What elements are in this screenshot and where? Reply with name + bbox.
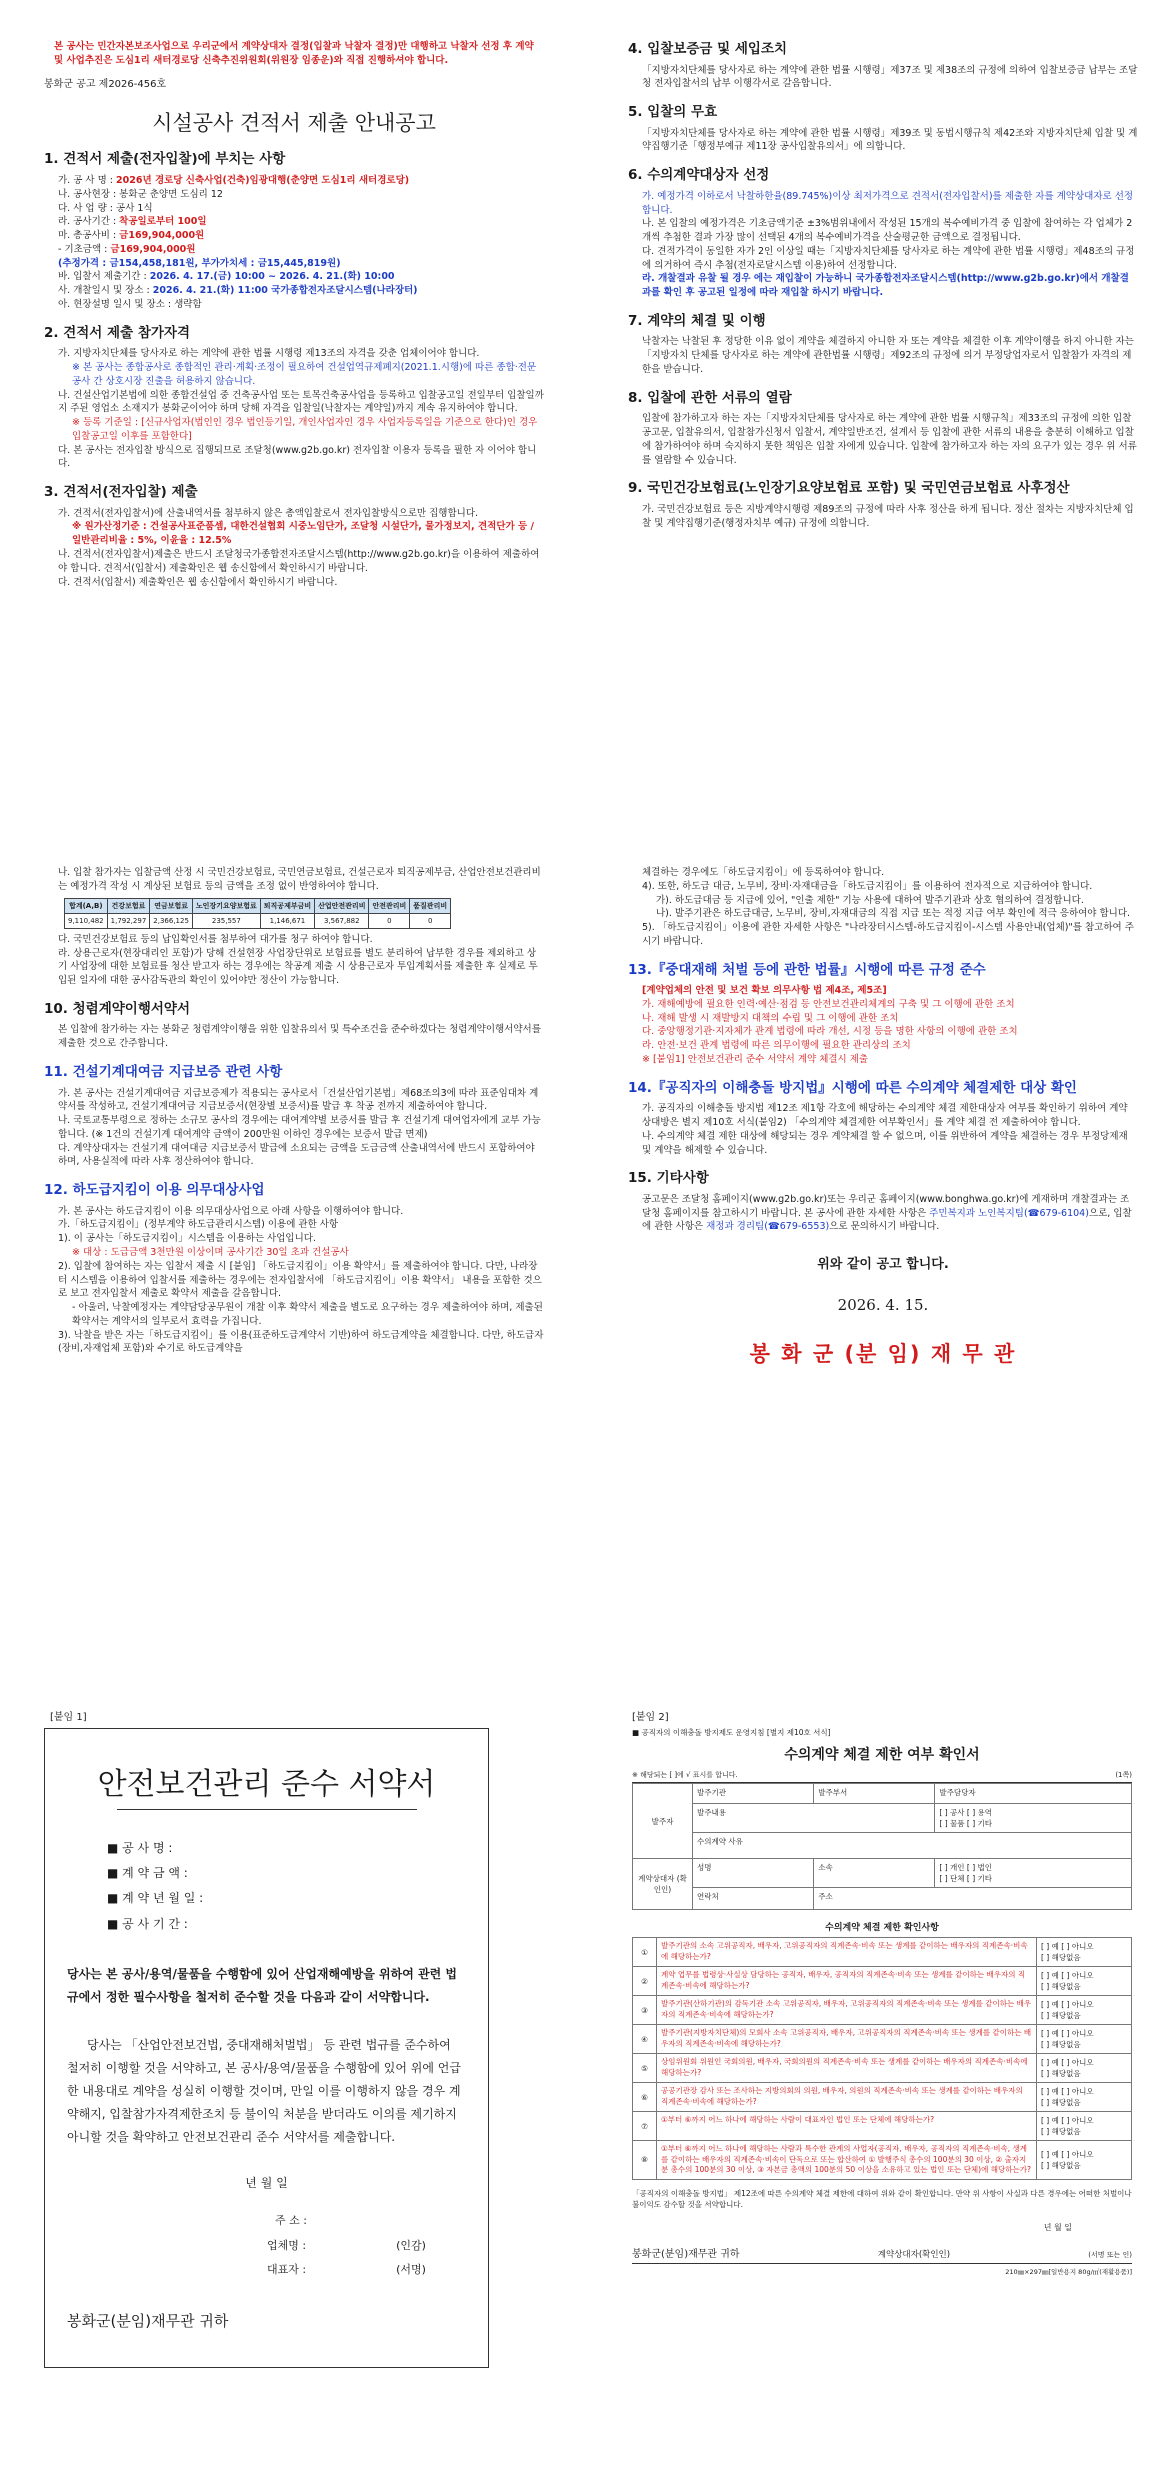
client-type	[935, 1804, 1132, 1833]
check-number: ⑦	[633, 2112, 657, 2141]
check-options	[1037, 2112, 1132, 2141]
check-options	[1037, 1938, 1132, 1967]
s12-note: ※ 대상 : 도급금액 3천만원 이상이며 공사기간 30일 초과 건설공사	[72, 1246, 349, 1258]
section13-heading: 13.『중대재해 처벌 등에 관한 법률』시행에 따른 규정 준수	[628, 961, 986, 978]
type-opt1[interactable]: [ ] 공사 [ ] 용역	[939, 1808, 993, 1817]
rep-label: 대표자 :	[267, 2262, 307, 2276]
s1-item-label: (추정가격 : 금154,458,181원, 부가가치세 : 금15,445,819원)	[58, 257, 341, 269]
att1-p1: 당사는 본 공사/용역/물품을 수행함에 있어 산업재해예방을 위하여 관련 법규에서 정한 필수사항을 철저히 준수할 것을 다음과 같이 서약합니다.	[67, 1966, 457, 2004]
ins-value-cell: 0	[410, 913, 451, 928]
att2-title: 수의계약 체결 제한 여부 확인서	[784, 1747, 980, 1763]
ctype-opt1[interactable]: [ ] 개인 [ ] 법인	[939, 1863, 993, 1872]
check-question: 공공기관장 감사 또는 조사하는 지방의회의 의원, 배우자, 의원의 직계존속·비속 또는 생계를 같이하는 배우자의 직계존속·비속에 해당하는가?	[657, 2083, 1037, 2112]
s15-t3: 으로, 입찰에 관한 사항은	[642, 1207, 1132, 1233]
ins-value-cell: 9,110,482	[65, 913, 108, 928]
s2-c: 다. 본 공사는 전자입찰 방식으로 집행되므로 조달청(www.g2b.go.kr) 전자입찰 이용자 등록을 필한 자 이어야 합니다.	[58, 444, 537, 470]
paper-spec: 210㎜×297㎜[일반용지 80g/㎡(재활용품)]	[1005, 2268, 1132, 2276]
addr-label: 주 소 :	[275, 2214, 307, 2228]
section5-heading: 5. 입찰의 무효	[628, 104, 718, 121]
company-label: 업체명 :	[267, 2238, 307, 2252]
sign-label: (서명)	[396, 2262, 426, 2276]
s1-item-label: - 기초금액 :	[58, 243, 111, 255]
page2-right	[628, 866, 1138, 1626]
closing-text: 위와 같이 공고 합니다.	[817, 1257, 949, 1273]
s12-3: 3). 낙찰을 받은 자는「하도급지킴이」를 이용(표준하도급계약서 기반)하여 하도급계약을 체결합니다. 다만, 하도급자(장비,자재업체 포함)와 수기로 하도급계약을	[58, 1329, 544, 1355]
ins-header-cell: 건강보험료	[107, 898, 150, 913]
check-number: ⑥	[633, 2083, 657, 2112]
s1-item-value: 착공일로부터 100일	[119, 216, 207, 228]
ins-value-cell: 3,567,882	[315, 913, 369, 928]
s4-text: 「지방자치단체를 당사자로 하는 계약에 관한 법률 시행령」제37조 및 제38조의 규정에 의하여 입찰보증금 납부는 조달청 전자입찰서의 납부 이행각서로 갈음합니다.	[642, 64, 1138, 90]
att1-field: ■ 공 사 기 간 :	[107, 1916, 188, 1931]
attachment1	[44, 1728, 489, 2368]
s6-a: 가. 예정가격 이하로서 낙찰하한율(89.745%)이상 최저가격으로 견적서(전자입찰서)를 제출한 자를 계약상대자로 선정합니다.	[642, 190, 1134, 216]
check-options	[1037, 1996, 1132, 2025]
check-options	[1037, 2025, 1132, 2054]
attachment1-tag: [붙임 1]	[50, 1712, 87, 1723]
s1-item-value: 2026. 4. 17.(금) 10:00 ~ 2026. 4. 21.(화) 10:00	[149, 271, 395, 283]
check-row	[633, 2141, 1132, 2180]
s1-item-label: 라. 공사기간 :	[58, 216, 120, 228]
yes-no-checkbox[interactable]: [ ] 예 [ ] 아니오	[1041, 2000, 1094, 2009]
contractor-label: 계약상대자 (확인인)	[633, 1859, 693, 1910]
s12-1: 1). 이 공사는「하도급지킴이」시스템을 이용하는 사업입니다.	[58, 1233, 316, 1245]
not-applicable-checkbox[interactable]: [ ] 해당없음	[1041, 2011, 1081, 2020]
ins-value-cell: 1,146,671	[260, 913, 314, 928]
check-table	[632, 1937, 1132, 2180]
att2-note: ※ 해당되는 [ ]에 √ 표시를 합니다.	[632, 1771, 738, 1779]
att2-date: 년 월 일	[1043, 2223, 1072, 2232]
s6-c: 다. 견적가격이 동일한 자가 2인 이상일 때는「지방자치단체를 당사자로 하는 계약에 관한 법률 시행령」제48조의 규정에 의거하여 즉시 추첨(전자로달시스템 이용)하여 선정합니다.	[642, 245, 1135, 271]
att1-date: 년 월 일	[245, 2176, 288, 2191]
ins-value-cell: 0	[369, 913, 410, 928]
s1-item-label: 다. 사 업 량 : 공사 1식	[58, 202, 153, 214]
att2-tag: [붙임 2]	[632, 1712, 669, 1723]
s1-item-label: 바. 입찰서 제출기간 :	[58, 271, 150, 283]
s13-sub: [계약업체의 안전 및 보건 확보 의무사항 법 제4조, 제5조]	[642, 985, 887, 997]
contractor-name: 성명	[693, 1859, 814, 1888]
s2-note2: ※ 등록 기준일 : [신규사업자(법인인 경우 법인등기일, 개인사업자인 경우 사업자등록일을 기준으로 한다)인 경우 입찰공고일 이후를 포함한다]	[72, 417, 538, 442]
check-number: ④	[633, 2025, 657, 2054]
att1-sign	[267, 2209, 466, 2282]
s2-b: 나. 건설산업기본법에 의한 종합건설업 중 건축공사업 또는 토목건축공사업을 등록하고 입찰공고일 전일부터 입찰일까지 주된 영업소 소재지가 봉화군이어야 하며 당해 자격을 입찰일(낙찰자는 계약일)까지 계속 유지하여야 합니다.	[58, 389, 544, 415]
s3-note: ※ 원가산정기준 : 건설공사표준품셈, 대한건설협회 시중노임단가, 조달청 시설단가, 물가정보지, 견적단가 등 / 일반관리비율 : 5%, 이윤율 : 12.5%	[72, 521, 534, 547]
s13-item: 다. 중앙행정기관·지자체가 관계 법령에 따라 개선, 시정 등을 명한 사항의 이행에 관한 조치	[642, 1026, 1018, 1038]
s11-b: 나. 국토교통부령으로 정하는 소규모 공사의 경우에는 대여계약별 보증서를 발급 후 건설기계 대여업자에게 교부 가능합니다. (※ 1건의 건설기계 대여계약 금액이 200만원 이하인 경우에는 보증서 발급 면제)	[58, 1115, 541, 1140]
s1-item	[58, 298, 544, 312]
check-question: 발주기관의 소속 고위공직자, 배우자, 고위공직자의 직계존속·비속 또는 생계를 같이하는 배우자의 직계존속·비속에 해당하는가?	[657, 1938, 1037, 1967]
insurance-table	[64, 898, 451, 929]
att2-footer: 「공직자의 이해충돌 방지법」 제12조에 따른 수의계약 체결 제한에 대하여 위와 같이 확인합니다. 만약 위 사항이 사실과 다른 경우에는 어떠한 처벌이나 불이익도 감수할 것을 서약합니다.	[632, 2188, 1132, 2209]
not-applicable-checkbox[interactable]: [ ] 해당없음	[1041, 2127, 1081, 2136]
client-reason: 수의계약 사유	[693, 1833, 1132, 1859]
s1-item-label: 나. 공사현장 : 봉화군 춘양면 도심리 12	[58, 188, 223, 200]
s1-item	[58, 270, 544, 284]
page1-right	[628, 40, 1138, 840]
s12-2: 2). 입찰에 참여하는 자는 입찰서 제출 시 [붙임] 「하도급지킴이」이용 확약서」를 제출하여야 합니다. 다만, 나라장터 시스템을 이용하여 입찰서를 제출하는 경우에는 전자입찰서에 「하도급지킴이」이용 확약서」 내용을 포함한 것으로 보고 전자입찰서 제출로 확약서 제출을 갈음합니다.	[58, 1260, 542, 1300]
ins-header-cell: 산업안전관리비	[315, 898, 369, 913]
check-number: ⑤	[633, 2054, 657, 2083]
client-agency: 발주기관	[693, 1784, 814, 1804]
att2-page: (1쪽)	[1115, 1771, 1132, 1779]
s15-text	[628, 1193, 1138, 1234]
s1-item-value: 2026년 경로당 신축사업(건축)임광대행(춘양면 도심1리 새터경로당)	[116, 175, 410, 187]
announcement-number: 봉화군 공고 제2026-456호	[44, 78, 167, 90]
check-options	[1037, 2083, 1132, 2112]
s15-contact2: 재정과 경리팀(☎679-6553)	[706, 1221, 830, 1233]
not-applicable-checkbox[interactable]: [ ] 해당없음	[1041, 2040, 1081, 2049]
check-question: ①부터 ⑥까지 어느 하나에 해당하는 사람과 특수한 관계의 사업자(공직자, 배우자, 공직자의 직계존속·비속, 생계를 같이하는 배우자의 직계존속·비속이 단독으로 또는 합산하여 ① 발행주식 총수의 100분의 30 이상, ② 출자지분 총수의 100분의 30 이상, ③ 자본금 총액의 100분의 50 이상을 소유하고 있는 법인 또는 단체)에 해당하는가?	[657, 2141, 1037, 2180]
check-question: 계약 업무를 법령상·사실상 담당하는 공직자, 배우자, 공직자의 직계존속·비속 또는 생계를 같이하는 배우자의 직계존속·비속에 해당하는가?	[657, 1967, 1037, 1996]
s6-d: 라. 개찰결과 유찰 될 경우 에는 재입찰이 가능하니 국가종합전자조달시스템(http://www.g2b.go.kr)에서 개찰결과를 확인 후 공고된 일정에 따라 재입찰 하시기 바랍니다.	[642, 273, 1129, 299]
insurance-text: 나. 입찰 참가자는 입찰금액 산정 시 국민건강보험료, 국민연금보험료, 건설근로자 퇴직공제부금, 산업안전보건관리비는 예정가격 작성 시 계상된 보험료 등의 금액을 조정 없이 반영하여야 합니다.	[58, 867, 541, 892]
s15-t5: 으로 문의하시기 바랍니다.	[829, 1221, 940, 1233]
r-na: 나). 발주기관은 하도급대금, 노무비, 장비,자재대금의 직접 지급 또는 적정 지급 여부 확인에 적극 응하여야 합니다.	[656, 908, 1131, 920]
s12-2b: - 아울러, 낙찰예정자는 계약담당공무원이 개찰 이후 확약서 제출을 별도로 요구하는 경우 제출하여야 하며, 제출된 확약서는 계약서의 일부로서 효력을 가집니다.	[72, 1302, 543, 1327]
s13-item: 라. 안전·보건 관계 법령에 따른 의무이행에 필요한 관리상의 조치	[642, 1040, 911, 1052]
ins-header-cell: 품질관리비	[410, 898, 451, 913]
yes-no-checkbox[interactable]: [ ] 예 [ ] 아니오	[1041, 2058, 1094, 2067]
section2-heading: 2. 견적서 제출 참가자격	[44, 324, 190, 341]
not-applicable-checkbox[interactable]: [ ] 해당없음	[1041, 2098, 1081, 2107]
s2-a: 가. 지방자치단체를 당사자로 하는 계약에 관한 법률 시행령 제13조의 자격을 갖춘 업체이어야 합니다.	[58, 348, 480, 360]
s1-item	[58, 257, 544, 271]
ins-header-cell: 노인장기요양보험료	[192, 898, 260, 913]
client-label: 발주자	[633, 1784, 693, 1859]
title-underline	[117, 1809, 417, 1810]
client-dept: 발주부서	[814, 1784, 935, 1804]
attachment2	[632, 1708, 1132, 2468]
s12-b: 가.「하도급지킴이」(정부계약 하도급관리시스템) 이용에 관한 사항	[58, 1219, 339, 1231]
s11-c: 다. 계약상대자는 건설기계 대여대금 지급보증서 발급에 소요되는 금액을 도급금액 산출내역서에 반드시 포함하여야 하며, 사용실적에 따라 사후 정산하여야 합니다.	[58, 1142, 535, 1168]
check-question: 발주기관(지방자치단체)의 모회사 소속 고위공직자, 배우자, 고위공직자의 직계존속·비속 또는 생계를 같이하는 배우자의 직계존속·비속에 해당하는가?	[657, 2025, 1037, 2054]
s1-item	[58, 188, 544, 202]
s13-list	[628, 998, 1138, 1067]
notice-banner	[44, 40, 544, 68]
s8-text: 입찰에 참가하고자 하는 자는「지방자치단체를 당사자로 하는 계약에 관한 법률 시행규칙」제33조의 규정에 의한 입찰공고문, 입찰유의서, 입찰참가신청서 입찰서, 계약일반조건, 설계서 등 입찰에 관한 서류의 내용을 충분히 이해하고 입찰에 참가하여야 하며 숙지하지 못한 책임은 입찰 자에게 있습니다. 입찰에 참가하고자 하는 자의 요구가 있는 경우 위 서류를 열람할 수 있습니다.	[642, 413, 1137, 466]
s15-contact1: 주민복지과 노인복지팀(☎679-6104)	[929, 1207, 1089, 1219]
section15-heading: 15. 기타사항	[628, 1170, 709, 1187]
yes-no-checkbox[interactable]: [ ] 예 [ ] 아니오	[1041, 2087, 1094, 2096]
not-applicable-checkbox[interactable]: [ ] 해당없음	[1041, 1982, 1081, 1991]
s14-a: 가. 공직자의 이해충돌 방지법 제12조 제1항 각호에 해당하는 수의계약 체결 제한대상자 여부를 확인하기 위하여 계약 상대방은 별지 제10호 서식(붙임2) 「수의계약 체결제한 여부확인서」를 계약 체결 전 제출하여야 합니다.	[642, 1103, 1128, 1129]
notice-text: 본 공사는 민간자본보조사업으로 우리군에서 계약상대자 결정(입찰과 낙찰자 결정)만 대행하고 낙찰자 선정 후 계약 및 사업추진은 도심1리 새터경로당 신축추진위원회(위원장 임종운)와 직접 진행하셔야 합니다.	[54, 41, 534, 66]
att1-field: ■ 공 사 명 :	[107, 1841, 173, 1855]
page2-left	[44, 866, 544, 1626]
section7-heading: 7. 계약의 체결 및 이행	[628, 312, 766, 329]
ins-header-cell: 연금보험료	[150, 898, 193, 913]
att1-field: ■ 계 약 년 월 일 :	[107, 1891, 204, 1906]
section9-heading: 9. 국민건강보험료(노인장기요양보험료 포함) 및 국민연금보험료 사후정산	[628, 480, 1070, 497]
check-options	[1037, 2054, 1132, 2083]
s7-text: 낙찰자는 낙찰된 후 정당한 이유 없이 계약을 체결하지 아니한 자 또는 계약을 체결한 이후 계약이행을 하지 아니한 자는「지방자치 단체를 당사자로 하는 계약에 관한법률 시행령」제92조의 규정에 의거 부정당업자로서 입찰참가 자격의 제한을 받습니다.	[642, 336, 1134, 375]
section14-heading: 14.『공직자의 이해충돌 방지법』시행에 따른 수의계약 체결제한 대상 확인	[628, 1079, 1077, 1096]
check-question: 발주기관(산하기관)의 감독기관 소속 고위공직자, 배우자, 고위공직자의 직계존속·비속 또는 생계를 같이하는 배우자의 직계존속·비속에 해당하는가?	[657, 1996, 1037, 2025]
not-applicable-checkbox[interactable]: [ ] 해당없음	[1041, 2160, 1081, 2170]
section6-heading: 6. 수의계약대상자 선정	[628, 167, 770, 184]
not-applicable-checkbox[interactable]: [ ] 해당없음	[1041, 1953, 1081, 1962]
check-question: 상임위원회 위원인 국회의원, 배우자, 국회의원의 직계존속·비속 또는 생계를 같이하는 배우자의 직계존속·비속에 해당하는가?	[657, 2054, 1037, 2083]
s6-b: 나. 본 입찰의 예정가격은 기초금액기준 ±3%범위내에서 작성된 15개의 복수예비가격 중 입찰에 참여하는 각 업체가 2개씩 추첨한 결과 가장 많이 선택된 4개의 복수예비가격을 산술평균한 금액으로 결정됩니다.	[642, 218, 1133, 244]
att2-header	[632, 1770, 1132, 1783]
att1-field: ■ 계 약 금 액 :	[107, 1866, 188, 1881]
seal-label: (인감)	[396, 2238, 426, 2252]
att1-title: 안전보건관리 준수 서약서	[97, 1767, 436, 1802]
ins-header-cell: 안전관리비	[369, 898, 410, 913]
ins-header-cell: 퇴직공제부금비	[260, 898, 314, 913]
yes-no-checkbox[interactable]: [ ] 예 [ ] 아니오	[1041, 2149, 1094, 2159]
contractor-address: 주소	[814, 1888, 1132, 1910]
s14-b: 나. 수의계약 체결 제한 대상에 해당되는 경우 계약체결 할 수 없으며, 이를 위반하여 계약을 체결하는 경우 부정당제재 및 계약을 해제할 수 있습니다.	[642, 1130, 1128, 1156]
s1-item	[58, 243, 544, 257]
att2-sign: (서명 또는 인)	[1088, 2251, 1132, 2259]
contractor-phone: 연락처	[693, 1888, 814, 1910]
att2-ref: ■ 공직자의 이해충돌 방지제도 운영지침 [별지 제10호 서식]	[632, 1728, 831, 1737]
check-question: ①부터 ⑥까지 어느 하나에 해당하는 사람이 대표자인 법인 또는 단체에 해당하는가?	[657, 2112, 1037, 2141]
s2-note: ※ 본 공사는 종합공사로 종합적인 관리·계획·조정이 필요하여 건설업역규제폐지(2021.1.시행)에 따른 종합·전문 공사 간 상호시장 진출을 허용하지 않습니다.	[72, 362, 537, 387]
section4-heading: 4. 입찰보증금 및 세입조치	[628, 41, 788, 57]
s1-item	[58, 215, 544, 229]
s1-item-value: 2026. 4. 21.(화) 11:00 국가종합전자조달시스템(나라장터)	[152, 285, 418, 297]
s3-a: 가. 견적서(전자입찰서)에 산출내역서를 첨부하지 않은 총액입찰로서 전자입찰방식으로만 집행합니다.	[58, 507, 479, 519]
rep-row	[267, 2258, 466, 2282]
s1-item-label: 가. 공 사 명 :	[58, 175, 117, 187]
check-number: ⑧	[633, 2141, 657, 2180]
s1-item-label: 마. 총공사비 :	[58, 230, 120, 242]
att1-p2: 당사는 「산업안전보건법, 중대재해처벌법」 등 관련 법규를 준수하여 철저히 이행할 것을 서약하고, 본 공사/용역/물품을 수행함에 있어 위에 언급한 내용대로 계약을 성실히 이행할 것이며, 만일 이를 이행하지 않을 경우 계약해지, 입찰참가자격제한조치 등 불이익 처분을 받더라도 이의를 제기하지 아니할 것을 확약하고 안전보건관리 준수 서약서를 제출합니다.	[67, 2038, 461, 2144]
check-row	[633, 2083, 1132, 2112]
check-title: 수의계약 체결 제한 확인사항	[825, 1923, 939, 1933]
check-row	[633, 1996, 1132, 2025]
check-options	[1037, 1967, 1132, 1996]
yes-no-checkbox[interactable]: [ ] 예 [ ] 아니오	[1041, 2029, 1094, 2038]
insurance-d: 다. 국민건강보험료 등의 납입확인서를 첨부하여 대가를 청구 하여야 합니다.	[58, 933, 373, 945]
att2-signer: 계약상대자(확인인)	[877, 2250, 951, 2260]
section12-heading: 12. 하도급지킴이 이용 의무대상사업	[44, 1182, 265, 1199]
section11-heading: 11. 건설기계대여금 지급보증 관련 사항	[44, 1063, 283, 1080]
type-opt2[interactable]: [ ] 물품 [ ] 기타	[939, 1819, 993, 1828]
check-row	[633, 2025, 1132, 2054]
check-row	[633, 2054, 1132, 2083]
yes-no-checkbox[interactable]: [ ] 예 [ ] 아니오	[1041, 1971, 1094, 1980]
r-ga: 가). 하도급대금 등 지급에 있어, "인출 제한" 기능 사용에 대하여 발주기관과 상호 협의하여 결정합니다.	[656, 894, 1084, 906]
s1-item-value: 금169,904,000원	[110, 243, 196, 255]
check-options	[1037, 2141, 1132, 2180]
check-row	[633, 2112, 1132, 2141]
ins-header-cell: 합계(A,B)	[65, 898, 108, 913]
ins-value-cell: 235,557	[192, 913, 260, 928]
ins-value-cell: 2,366,125	[150, 913, 193, 928]
s10-text: 본 입찰에 참가하는 자는 봉화군 청렴계약이행을 위한 입찰유의서 및 특수조건을 준수하겠다는 청렴계약이행서약서를 제출한 것으로 간주합니다.	[58, 1024, 541, 1050]
yes-no-checkbox[interactable]: [ ] 예 [ ] 아니오	[1041, 2116, 1094, 2125]
contractor-type	[935, 1859, 1132, 1888]
section10-heading: 10. 청렴계약이행서약서	[44, 1000, 190, 1017]
check-number: ②	[633, 1967, 657, 1996]
client-officer: 발주담당자	[935, 1784, 1132, 1804]
check-row	[633, 1967, 1132, 1996]
s13-item: 가. 재해예방에 필요한 인력·예산·점검 등 안전보건관리체계의 구축 및 그 이행에 관한 조치	[642, 998, 1015, 1010]
att2-sign-row	[632, 2245, 1132, 2264]
issue-date: 2026. 4. 15.	[837, 1296, 929, 1315]
check-number: ①	[633, 1938, 657, 1967]
s1-item	[58, 284, 544, 298]
ins-value-cell: 1,792,297	[107, 913, 150, 928]
s11-a: 가. 본 공사는 건설기계대여금 지급보증제가 적용되는 공사로서「건설산업기본법」제68조의3에 따라 표준임대차 계약서를 작성하고, 건설기계대여금 지급보증서(현장별 보증서)를 발급 후 착공 전까지 제출하여야 합니다.	[58, 1087, 539, 1113]
s13-item: ※ [붙임1] 안전보건관리 준수 서약서 계약 체결시 제출	[642, 1053, 869, 1065]
att2-recipient: 봉화군(분임)재무관 귀하	[632, 2249, 740, 2260]
section3-heading: 3. 견적서(전자입찰) 제출	[44, 484, 198, 501]
not-applicable-checkbox[interactable]: [ ] 해당없음	[1041, 2069, 1081, 2078]
section8-heading: 8. 입찰에 관한 서류의 열람	[628, 389, 792, 406]
check-row	[633, 1938, 1132, 1967]
att2-client-table	[632, 1783, 1132, 1910]
section1-heading: 1. 견적서 제출(전자입찰)에 부치는 사항	[44, 151, 286, 168]
page1-left	[44, 40, 544, 840]
insurance-r: 라. 상용근로자(현장대리인 포함)가 당해 건설현장 사업장단위로 보험료를 별도 분리하여 납부한 경우를 제외하고 상기 사업장에 대한 보험료를 청산 받고자 하는 경우에는 착공계 제출 시 상용근로자 투입계획서를 제출한 후 실제로 투입된 일자에 대한 공사감독관의 확인이 있어야만 정산이 가능합니다.	[58, 947, 538, 987]
r-4cont: 체결하는 경우에도「하도급지킴이」에 등록하여야 합니다.	[642, 867, 885, 878]
doc-title: 시설공사 견적서 제출 안내공고	[152, 111, 436, 136]
s3-c: 다. 견적서(입찰서) 제출확인은 웹 송신함에서 확인하시기 바랍니다.	[58, 576, 338, 588]
client-content: 발주내용	[693, 1804, 935, 1833]
contractor-org: 소속	[814, 1859, 935, 1888]
s9-text: 가. 국민건강보험료 등은 지방계약시행령 제89조의 규정에 따라 사후 정산을 하게 됩니다. 정산 절차는 지방자치단체 입찰 및 계약집행기준(행정자치부 예규) 규정에 의합니다.	[642, 503, 1134, 529]
yes-no-checkbox[interactable]: [ ] 예 [ ] 아니오	[1041, 1942, 1094, 1951]
issuer: 봉 화 군 (분 임) 재 무 관	[749, 1341, 1017, 1366]
s13-item: 나. 재해 발생 시 재발방지 대책의 수립 및 그 이행에 관한 조치	[642, 1012, 899, 1024]
s5-text: 「지방자치단체를 당사자로 하는 계약에 관한 법률 시행령」제39조 및 동법시행규칙 제42조와 지방자치단체 입찰 및 계약집행기준「행정부예규 제11장 공사입찰유의서」에 의합니다.	[642, 127, 1138, 153]
s1-item	[58, 202, 544, 216]
s1-item	[58, 174, 544, 188]
company-row	[267, 2234, 466, 2258]
section1-list	[44, 174, 544, 312]
s12-a: 가. 본 공사는 하도급지킴이 이용 의무대상사업으로 아래 사항을 이행하여야 합니다.	[58, 1205, 404, 1217]
check-number: ③	[633, 1996, 657, 2025]
s15-t1: 공고문은 조달청 홈페이지(www.g2b.go.kr)또는 우리군 홈페이지(www.bonghwa.go.kr)에 게재하며 개찰결과는 조달청 홈페이지를 참고하시기 바랍니다. 본 공사에 관한 자세한 사항은	[642, 1193, 1130, 1219]
r-5: 5). 「하도급지킴이」이용에 관한 자세한 사항은 "나라장터시스템-하도급지킴이-시스템 사용안내(업체)"를 참고하여 주시기 바랍니다.	[642, 922, 1134, 947]
att1-fields	[67, 1836, 466, 1937]
s1-item	[58, 229, 544, 243]
att1-recipient: 봉화군(분임)재무관 귀하	[67, 2311, 229, 2330]
ctype-opt2[interactable]: [ ] 단체 [ ] 기타	[939, 1874, 993, 1883]
s1-item-value: 금169,904,000원	[119, 230, 205, 242]
s1-item-label: 사. 개찰일시 및 장소 :	[58, 285, 153, 297]
r-4b: 4). 또한, 하도급 대금, 노무비, 장비·자재대금을「하도급지킴이」를 이용하여 전자적으로 지급하여야 합니다.	[642, 880, 1093, 892]
s1-item-label: 아. 현장설명 일시 및 장소 : 생략함	[58, 298, 202, 310]
s3-b: 나. 견적서(전자입찰서)제출은 반드시 조달청국가종합전자조달시스템(http://www.g2b.go.kr)을 이용하여 제출하여야 합니다. 견적서(입찰서) 제출확인은 웹 송신함에서 확인하시기 바랍니다.	[58, 549, 540, 574]
